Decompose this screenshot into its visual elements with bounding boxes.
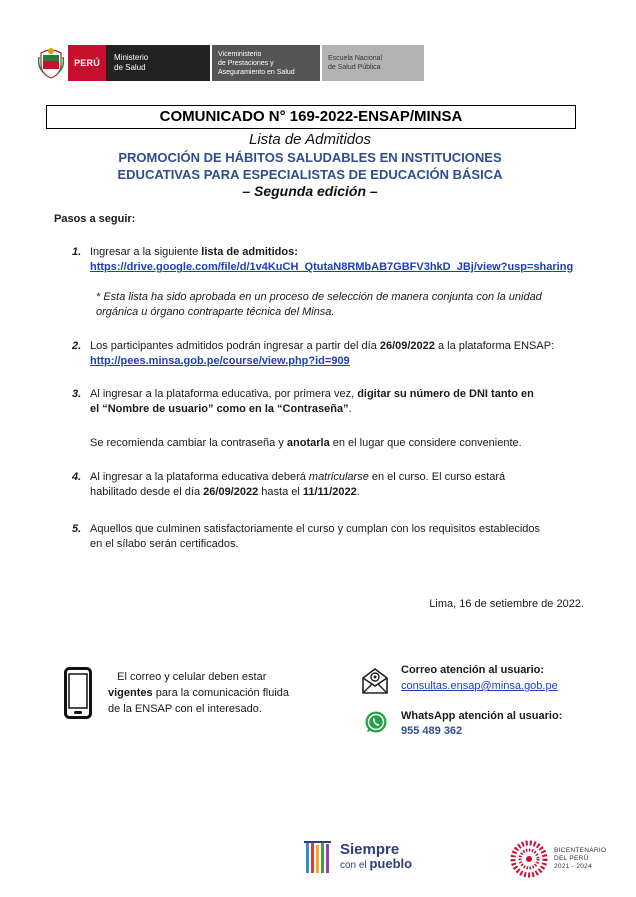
siempre-logo-bars-icon	[304, 839, 334, 877]
page-title: COMUNICADO N° 169-2022-ENSAP/MINSA	[46, 105, 576, 129]
header-logo-band	[38, 45, 424, 81]
lista-subtitle: Lista de Admitidos	[248, 131, 371, 148]
date-place: Lima, 16 de setiembre de 2022.	[429, 598, 584, 610]
list-item: 4. Al ingresar a la plataforma educativa deberá matricularse en el curso. El curso estará habilitado desde el día 26/09/2022 hasta el 11/11/2022.	[72, 471, 506, 498]
list-item: 2. Los participantes admitidos podrán ingresar a partir del día 26/09/2022 a la plataforma ENSAP: http://pees.minsa.gob.pe/course/view.php?id=909	[72, 340, 555, 367]
edition-label: – Segunda edición –	[242, 183, 378, 199]
escuela-label: Escuela Nacional de Salud Pública	[322, 45, 424, 81]
mobile-phone-icon	[64, 667, 92, 719]
ministerio-label: Ministerio de Salud	[106, 45, 210, 81]
peru-label: PERÚ	[68, 45, 106, 81]
platform-link[interactable]: http://pees.minsa.gob.pe/course/view.php?id=909	[90, 355, 350, 367]
contact-validity-note: El correo y celular deben estar vigentes para la comunicación fluida de la ENSAP con el interesado.	[108, 671, 289, 715]
whatsapp-icon	[364, 710, 388, 734]
list-item: 5. Aquellos que culminen satisfactoriamente el curso y cumplan con los requisitos establecidos en el sílabo serán certificados.	[72, 523, 541, 550]
list-item: 3. Al ingresar a la plataforma educativa, por primera vez, digitar su número de DNI tanto en el “Nombre de usuario” como en la “Contraseña”.	[72, 388, 534, 415]
whatsapp-number: 955 489 362	[401, 725, 463, 737]
steps-heading: Pasos a seguir:	[54, 213, 136, 225]
admitidos-list-link[interactable]: https://drive.google.com/file/d/1v4KuCH_QtutaN8RMbAB7GBFV3hkD_JBj/view?usp=sharing	[90, 261, 574, 273]
viceministerio-label: Viceministerio de Prestaciones y Aseguramiento en Salud	[212, 45, 320, 81]
bicentenario-emblem-icon	[510, 840, 548, 878]
peru-coat-of-arms-icon	[38, 47, 64, 79]
email-contact-link[interactable]: consultas.ensap@minsa.gob.pe	[401, 680, 558, 692]
email-envelope-icon	[361, 667, 389, 695]
promo-heading: PROMOCIÓN DE HÁBITOS SALUDABLES EN INSTITUCIONES EDUCATIVAS PARA ESPECIALISTAS DE EDUCACIÓN BÁSICA	[117, 150, 503, 182]
password-recommendation: Se recomienda cambiar la contraseña y anotarla en el lugar que considere conveniente.	[90, 437, 522, 449]
siempre-con-el-pueblo-logo: Siempre con el pueblo	[304, 838, 412, 878]
whatsapp-contact-title: WhatsApp atención al usuario:	[401, 710, 563, 722]
bicentenario-logo: BICENTENARIO DEL PERÚ 2021 - 2024	[510, 838, 606, 880]
list-item: 1. Ingresar a la siguiente lista de admitidos: https://drive.google.com/file/d/1v4KuCH_QtutaN8RMbAB7GBFV3hkD_JBj/view?usp=sharing	[72, 246, 574, 273]
approval-note: * Esta lista ha sido aprobada en un proceso de selección de manera conjunta con la unidad orgánica u órgano contraparte técnica del Minsa.	[96, 291, 542, 318]
email-contact-title: Correo atención al usuario:	[401, 664, 545, 676]
